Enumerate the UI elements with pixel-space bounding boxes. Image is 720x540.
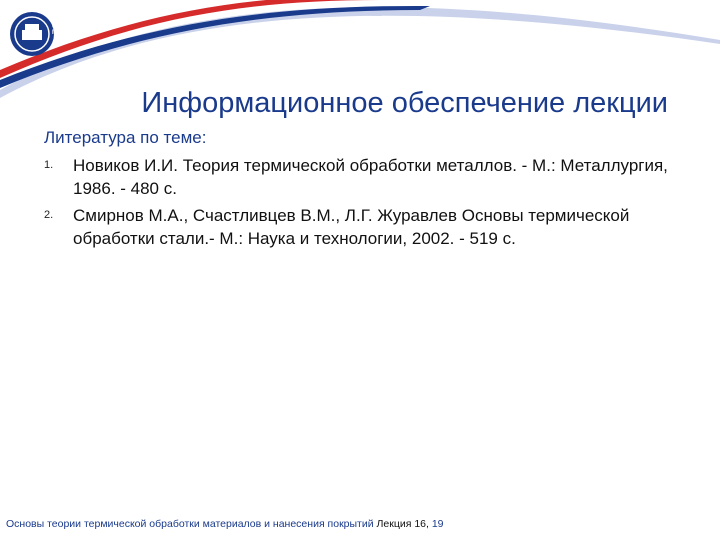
literature-list	[44, 154, 684, 250]
list-item-text: Смирнов М.А., Счастливцев В.М., Л.Г. Журавлев Основы термической обработки стали.- М.: Наука и технологии, 2002. - 519 с.	[73, 206, 630, 248]
logo-emblem-icon	[8, 10, 56, 58]
footer-lecture: Лекция 16,	[376, 518, 432, 530]
list-item-number: 1.	[44, 159, 54, 171]
slide-title: Информационное обеспечение лекции	[141, 87, 668, 120]
list-item-number: 2.	[44, 209, 54, 221]
page-number: 19	[431, 518, 444, 530]
logo-caption: ИННОВАЦИОННАЯ ОБРАЗОВАТЕЛЬНАЯ ПРОГРАММА	[52, 18, 118, 36]
slide-footer	[6, 518, 444, 530]
footer-course: Основы теории термической обработки материалов и нанесения покрытий	[6, 518, 377, 530]
list-item	[44, 204, 684, 250]
slide-content	[44, 128, 684, 254]
university-logo	[8, 6, 118, 62]
list-item-text: Новиков И.И. Теория термической обработки металлов. - М.: Металлургия, 1986. - 480 с.	[73, 156, 668, 198]
literature-heading: Литература по теме:	[44, 128, 207, 147]
list-item	[44, 154, 684, 200]
